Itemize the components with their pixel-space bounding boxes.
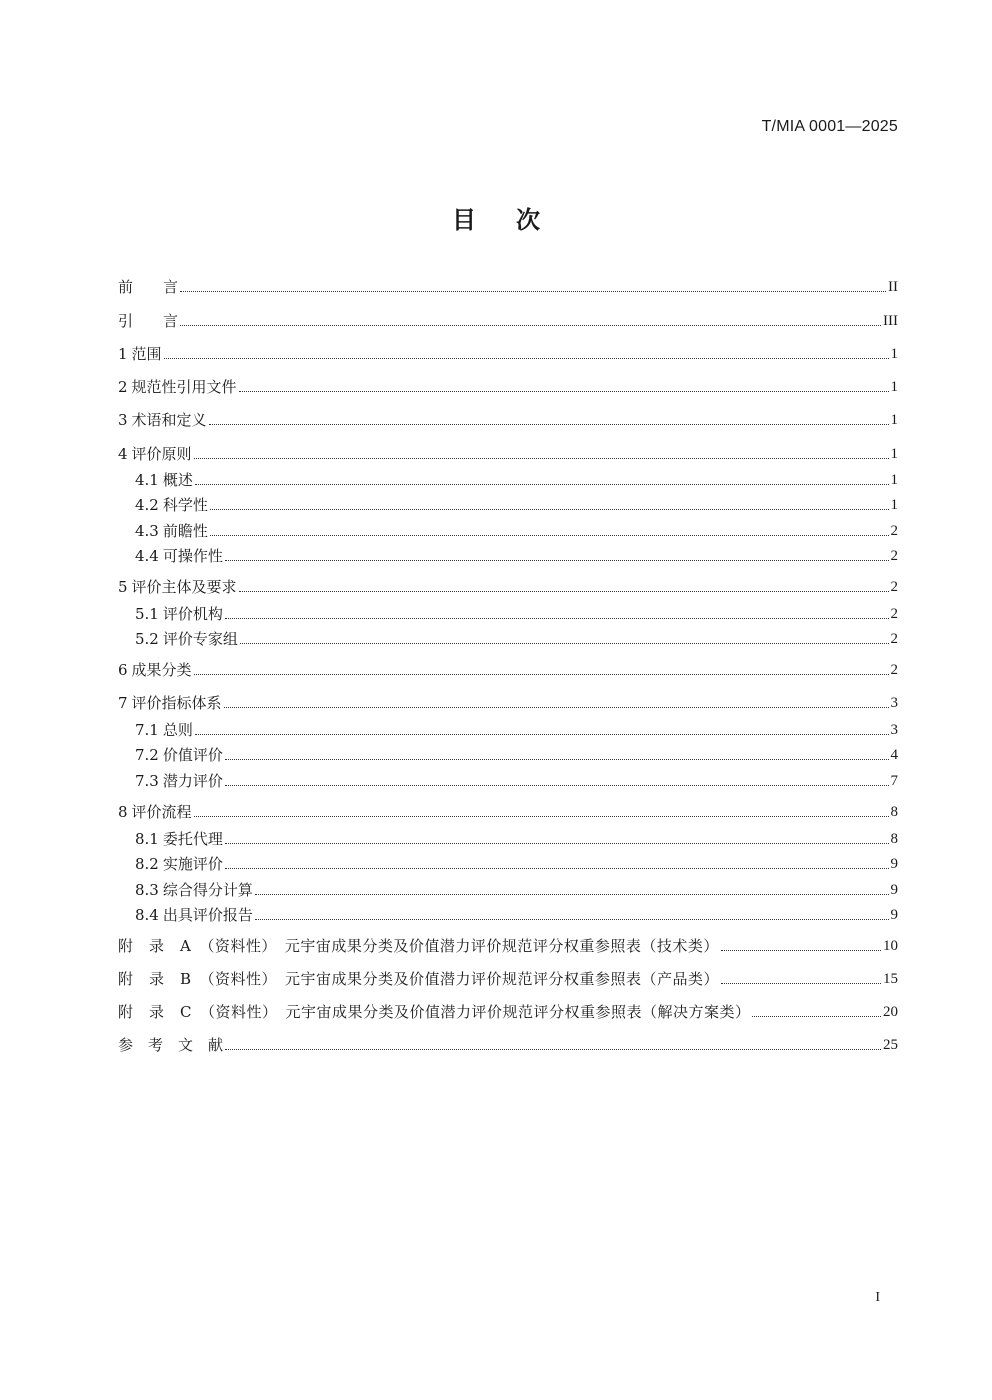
toc-entry-foreword[interactable] xyxy=(118,276,898,296)
toc-entry-bibliography[interactable] xyxy=(118,1034,898,1054)
toc-entry-label: 评价专家组 xyxy=(162,630,238,648)
toc-entry-number: 2 xyxy=(118,378,128,396)
toc-entry-1[interactable] xyxy=(118,343,898,363)
toc-entry-7-3[interactable] xyxy=(135,770,898,790)
toc-entry-8-4[interactable] xyxy=(135,904,898,924)
toc-entry-number: 4.3 xyxy=(135,522,159,540)
toc-entry-number: 4.1 xyxy=(135,471,159,489)
toc-entry-page: 20 xyxy=(883,1004,898,1020)
toc-entry-label: 规范性引用文件 xyxy=(131,378,237,396)
toc-entry-page: 1 xyxy=(890,472,898,488)
toc-entry-4-3[interactable] xyxy=(135,520,898,540)
toc-entry-number: 8.1 xyxy=(135,830,159,848)
document-code: T/MIA 0001—2025 xyxy=(761,118,898,135)
toc-entry-page: 10 xyxy=(883,938,898,954)
toc-entry-page: 4 xyxy=(890,747,898,763)
toc-entry-number: 8 xyxy=(118,803,128,821)
leader-dots xyxy=(194,673,889,675)
toc-entry-label: 可操作性 xyxy=(162,547,223,565)
toc-entry-2[interactable] xyxy=(118,376,898,396)
toc-entry-label: 前瞻性 xyxy=(162,522,208,540)
toc-entry-number: 7 xyxy=(118,694,128,712)
toc-entry-label: 价值评价 xyxy=(162,746,223,764)
toc-entry-page: 15 xyxy=(883,971,898,987)
toc-entry-page: 1 xyxy=(890,412,898,428)
toc-entry-appendix-c[interactable] xyxy=(118,1001,898,1021)
toc-entry-8-3[interactable] xyxy=(135,879,898,899)
toc-entry-label: 出具评价报告 xyxy=(162,906,253,924)
page-number: I xyxy=(875,1290,880,1305)
toc-entry-4[interactable] xyxy=(118,443,898,463)
toc-entry-number: 8.2 xyxy=(135,855,159,873)
toc-entry-5[interactable] xyxy=(118,576,898,596)
toc-entry-page: II xyxy=(888,279,898,295)
toc-entry-number: 5 xyxy=(118,578,128,596)
leader-dots xyxy=(195,483,889,485)
toc-entry-8-1[interactable] xyxy=(135,828,898,848)
toc-entry-appendix-a[interactable] xyxy=(118,935,898,955)
toc-entry-label: 委托代理 xyxy=(162,830,223,848)
toc-entry-page: 1 xyxy=(890,446,898,462)
toc-entry-appendix-b[interactable] xyxy=(118,968,898,988)
toc-entry-page: 2 xyxy=(890,523,898,539)
toc-entry-page: 2 xyxy=(890,579,898,595)
leader-dots xyxy=(255,893,889,895)
leader-dots xyxy=(180,290,886,292)
leader-dots xyxy=(225,617,889,619)
toc-entry-page: 1 xyxy=(890,497,898,513)
toc-entry-label: 术语和定义 xyxy=(131,411,207,429)
toc-entry-label: 评价机构 xyxy=(162,605,223,623)
toc-entry-page: III xyxy=(883,313,898,329)
leader-dots xyxy=(225,842,889,844)
toc-entry-label: 实施评价 xyxy=(162,855,223,873)
leader-dots xyxy=(194,457,889,459)
toc-entry-number: 6 xyxy=(118,661,128,679)
toc-entry-page: 9 xyxy=(890,907,898,923)
leader-dots xyxy=(195,733,889,735)
toc-entry-8-2[interactable] xyxy=(135,853,898,873)
toc-entry-4-4[interactable] xyxy=(135,545,898,565)
toc-entry-page: 9 xyxy=(890,856,898,872)
toc-entry-page: 2 xyxy=(890,631,898,647)
leader-dots xyxy=(239,390,889,392)
toc-entry-7[interactable] xyxy=(118,692,898,712)
toc-entry-page: 3 xyxy=(890,722,898,738)
toc-entry-page: 7 xyxy=(890,773,898,789)
toc-entry-label: 附 录 C （资料性） 元宇宙成果分类及价值潜力评价规范评分权重参照表（解决方案类） xyxy=(118,1003,751,1021)
toc-entry-label: 引 言 xyxy=(118,312,179,330)
toc-entry-label: 潜力评价 xyxy=(162,772,223,790)
toc-entry-label: 评价主体及要求 xyxy=(131,578,237,596)
toc-entry-label: 评价流程 xyxy=(131,803,192,821)
toc-entry-number: 5.2 xyxy=(135,630,159,648)
toc-entry-page: 3 xyxy=(890,695,898,711)
leader-dots xyxy=(752,1015,881,1017)
leader-dots xyxy=(721,949,881,951)
leader-dots xyxy=(225,559,889,561)
toc-entry-introduction[interactable] xyxy=(118,310,898,330)
toc-entry-label: 成果分类 xyxy=(131,661,192,679)
leader-dots xyxy=(210,508,889,510)
leader-dots xyxy=(194,815,889,817)
toc-entry-number: 7.1 xyxy=(135,721,159,739)
leader-dots xyxy=(224,706,889,708)
toc-entry-7-1[interactable] xyxy=(135,719,898,739)
toc-entry-number: 5.1 xyxy=(135,605,159,623)
toc-entry-page: 1 xyxy=(890,346,898,362)
toc-entry-page: 8 xyxy=(890,804,898,820)
toc-entry-page: 9 xyxy=(890,882,898,898)
toc-entry-5-1[interactable] xyxy=(135,603,898,623)
toc-entry-page: 1 xyxy=(890,379,898,395)
toc-entry-page: 8 xyxy=(890,831,898,847)
leader-dots xyxy=(721,982,881,984)
toc-entry-label: 评价指标体系 xyxy=(131,694,222,712)
toc-entry-7-2[interactable] xyxy=(135,744,898,764)
leader-dots xyxy=(255,918,889,920)
toc-entry-page: 2 xyxy=(890,606,898,622)
toc-entry-8[interactable] xyxy=(118,801,898,821)
toc-entry-5-2[interactable] xyxy=(135,628,898,648)
toc-entry-label: 附 录 B （资料性） 元宇宙成果分类及价值潜力评价规范评分权重参照表（产品类） xyxy=(118,970,720,988)
toc-entry-number: 8.3 xyxy=(135,881,159,899)
toc-entry-label: 附 录 A （资料性） 元宇宙成果分类及价值潜力评价规范评分权重参照表（技术类） xyxy=(118,937,719,955)
leader-dots xyxy=(225,1048,881,1050)
toc-entry-label: 综合得分计算 xyxy=(162,881,253,899)
leader-dots xyxy=(239,590,889,592)
leader-dots xyxy=(209,423,889,425)
toc-entry-6[interactable] xyxy=(118,659,898,679)
leader-dots xyxy=(210,534,889,536)
leader-dots xyxy=(225,784,889,786)
toc-entry-number: 4.2 xyxy=(135,496,159,514)
leader-dots xyxy=(225,867,889,869)
toc-entry-page: 2 xyxy=(890,548,898,564)
toc-entry-4-2[interactable] xyxy=(135,494,898,514)
leader-dots xyxy=(180,324,881,326)
toc-entry-label: 总则 xyxy=(162,721,193,739)
toc-entry-label: 评价原则 xyxy=(131,445,192,463)
toc-entry-3[interactable] xyxy=(118,409,898,429)
toc-entry-number: 8.4 xyxy=(135,906,159,924)
toc-entry-label: 参 考 文 献 xyxy=(118,1036,224,1054)
toc-entry-number: 7.2 xyxy=(135,746,159,764)
toc-entry-number: 3 xyxy=(118,411,128,429)
toc-entry-page: 25 xyxy=(883,1037,898,1053)
toc-entry-label: 概述 xyxy=(162,471,193,489)
toc-entry-page: 2 xyxy=(890,662,898,678)
leader-dots xyxy=(240,642,889,644)
toc-entry-number: 4.4 xyxy=(135,547,159,565)
leader-dots xyxy=(225,758,889,760)
toc-entry-4-1[interactable] xyxy=(135,469,898,489)
toc-entry-number: 7.3 xyxy=(135,772,159,790)
toc-entry-label: 范围 xyxy=(131,345,162,363)
toc-entry-number: 1 xyxy=(118,345,128,363)
page-title: 目次 xyxy=(452,206,580,234)
toc-entry-label: 科学性 xyxy=(162,496,208,514)
toc-entry-label: 前 言 xyxy=(118,278,179,296)
toc-entry-number: 4 xyxy=(118,445,128,463)
leader-dots xyxy=(164,357,889,359)
